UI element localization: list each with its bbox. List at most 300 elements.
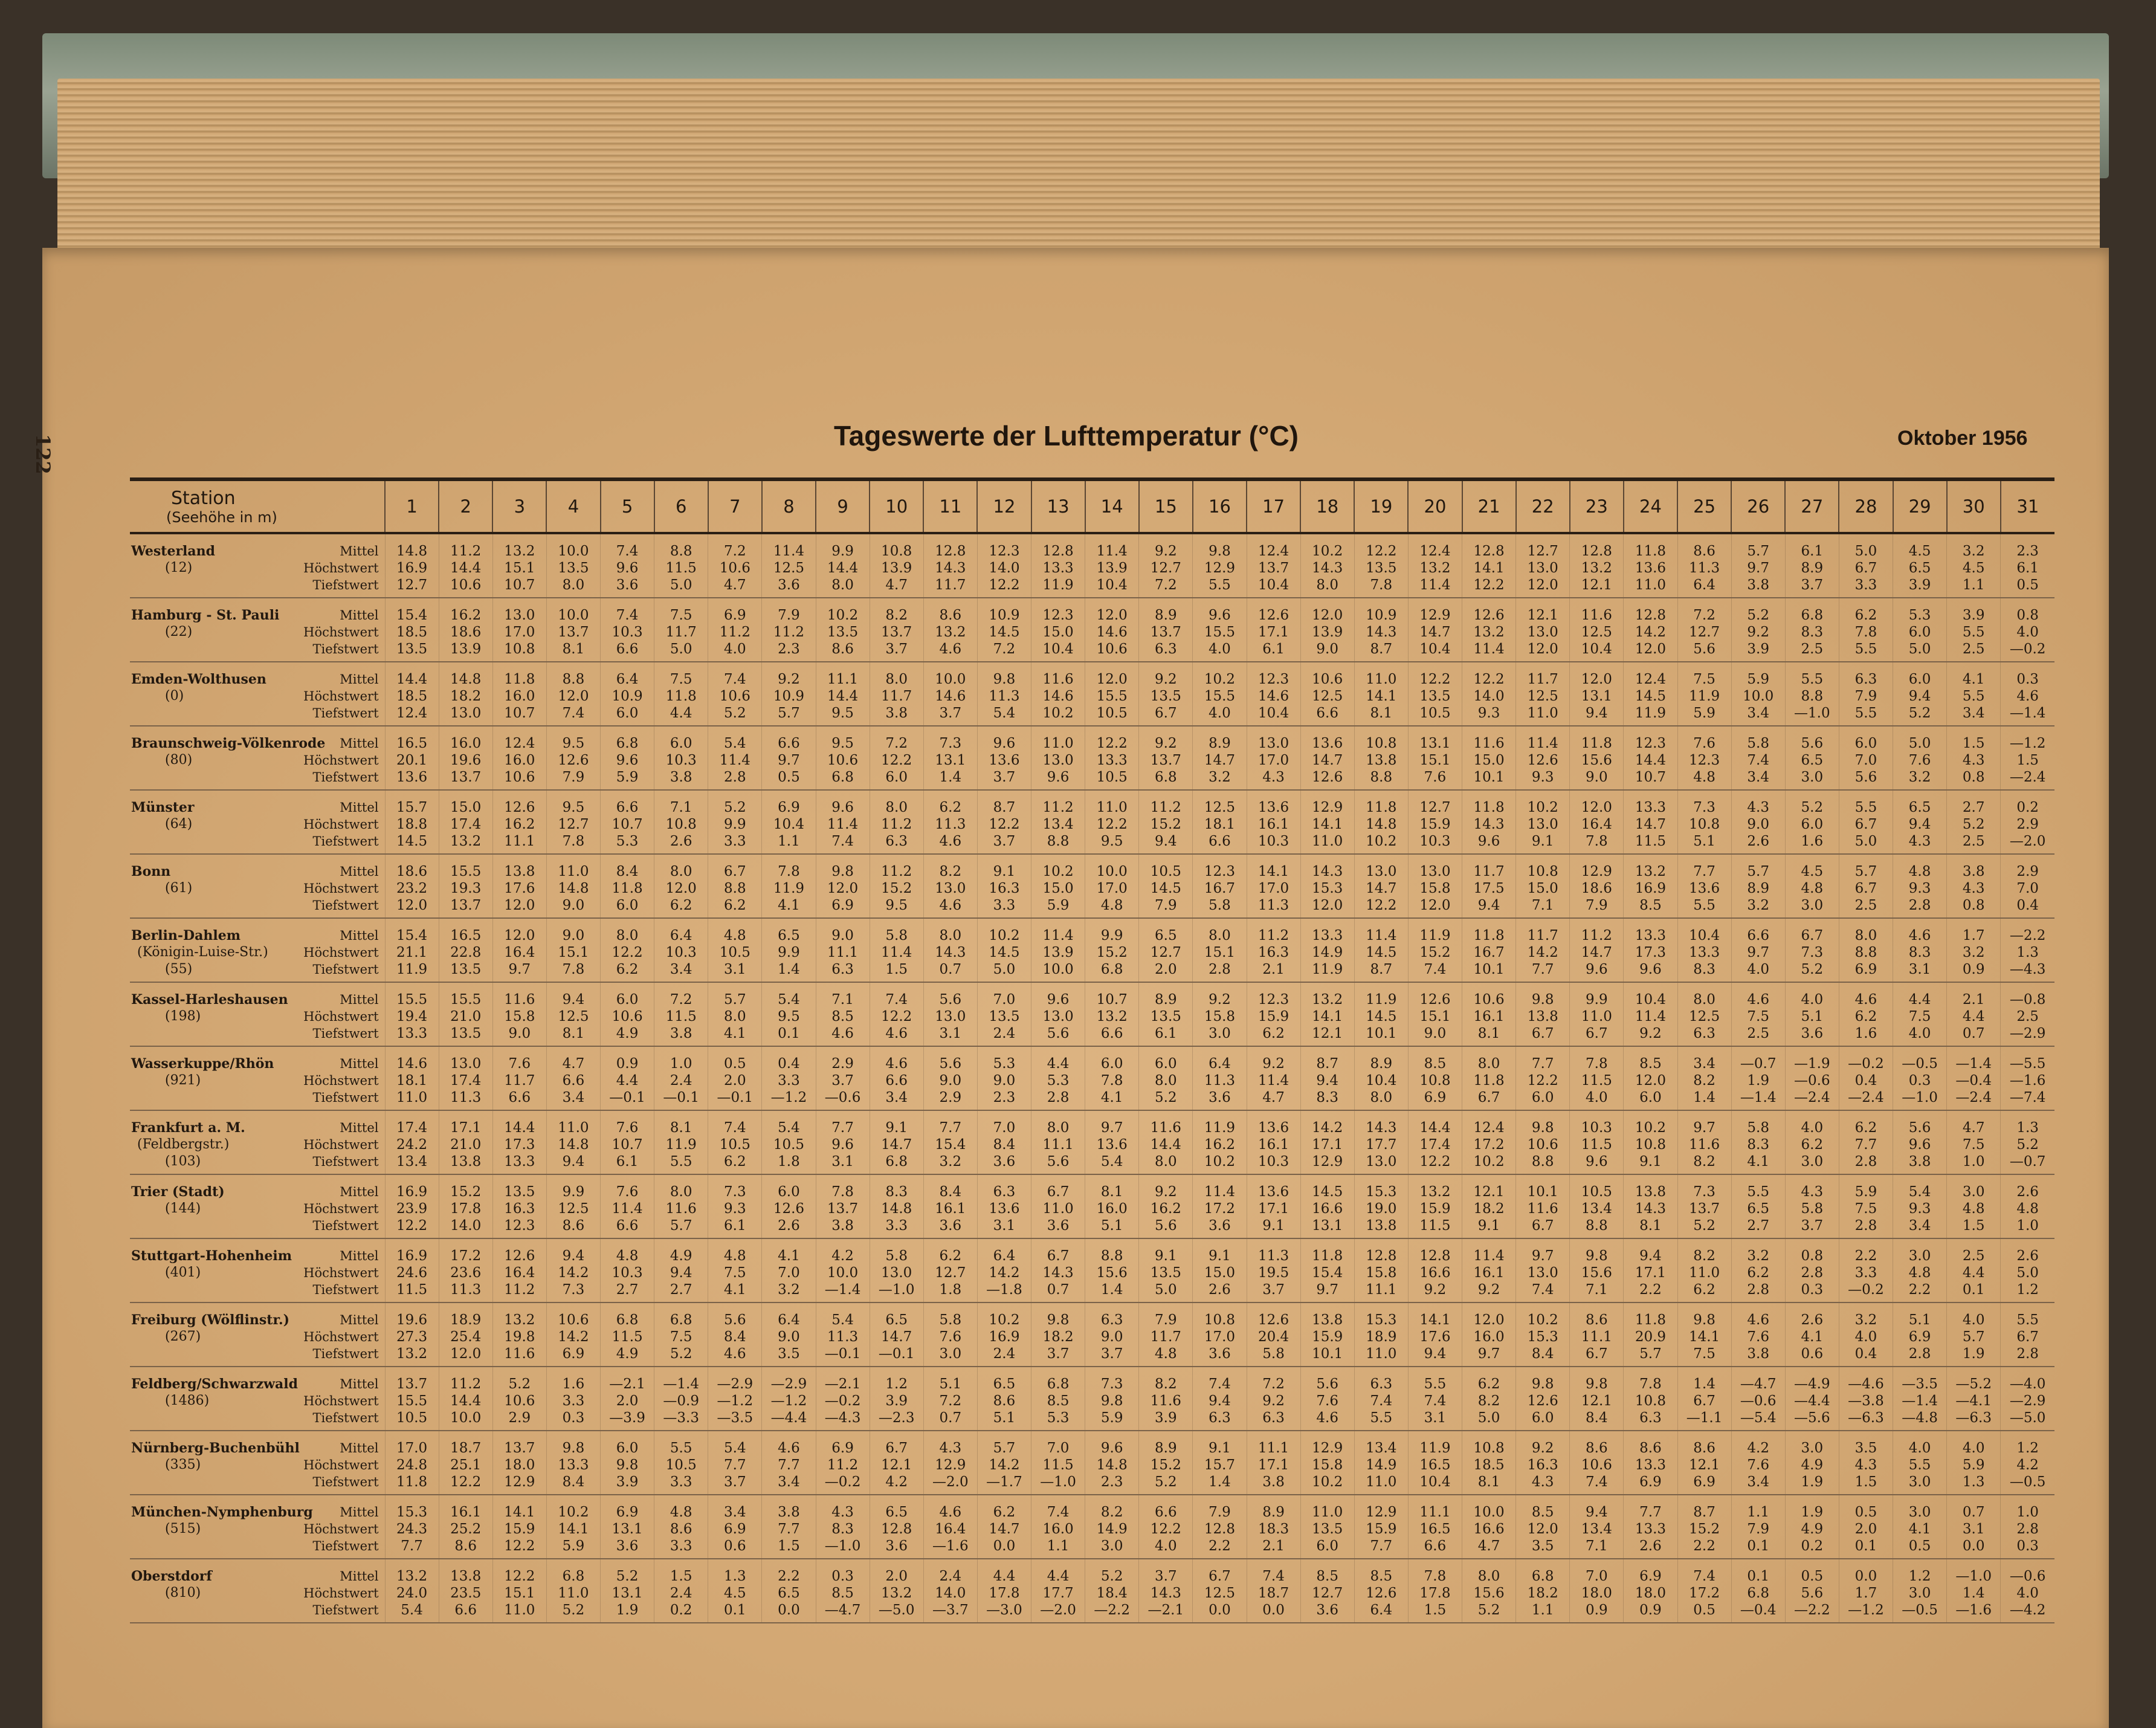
mittel-value: 13.3 <box>1312 928 1343 943</box>
mittel-value: 5.6 <box>939 992 962 1008</box>
mittel-value: 9.2 <box>1262 1056 1285 1072</box>
tiefst-value: 6.1 <box>616 1154 639 1170</box>
mittel-value: 8.0 <box>1047 1120 1070 1136</box>
hoechst-value: 12.2 <box>881 1009 912 1024</box>
day-values-cell <box>977 1046 1031 1110</box>
station-altitude: (401) <box>165 1265 201 1280</box>
hoechst-value: 15.2 <box>1150 817 1181 832</box>
hoechst-value: 12.2 <box>1150 1521 1181 1537</box>
mittel-value: 6.5 <box>1155 928 1177 943</box>
station-label: Station <box>171 487 236 509</box>
mittel-value: 12.4 <box>504 736 535 751</box>
tiefst-value: 4.6 <box>1316 1410 1338 1426</box>
day-header-19: 19 <box>1354 479 1408 533</box>
tiefst-value: 2.8 <box>1854 1218 1877 1234</box>
hoechst-value: 19.8 <box>504 1329 535 1345</box>
day-values-cell <box>439 1367 492 1431</box>
hoechst-value: 4.5 <box>724 1585 746 1601</box>
mittel-value: 0.8 <box>1801 1248 1824 1264</box>
tiefst-value: 4.8 <box>1693 769 1715 785</box>
day-values-cell <box>1354 1174 1408 1238</box>
hoechst-value: 2.0 <box>1854 1521 1877 1537</box>
mittel-value: 18.9 <box>450 1312 482 1328</box>
tiefst-value: 6.9 <box>1693 1474 1715 1490</box>
tiefst-value: 7.8 <box>562 962 585 977</box>
tiefst-value: 12.1 <box>1312 1026 1343 1041</box>
tiefst-value: 0.8 <box>1962 769 1985 785</box>
day-values-cell <box>1516 1302 1570 1367</box>
day-values-cell <box>1570 982 1624 1046</box>
mittel-value: 3.4 <box>1693 1056 1715 1072</box>
mittel-value: 9.2 <box>1531 1440 1554 1456</box>
tiefst-value: 5.2 <box>1477 1602 1500 1618</box>
day-values-cell <box>708 726 762 790</box>
hoechst-value: 7.7 <box>778 1521 800 1537</box>
hoechst-value: 8.3 <box>1747 1137 1769 1153</box>
hoechst-value: 9.5 <box>778 1009 800 1024</box>
day-values-cell <box>1247 1367 1300 1431</box>
mittel-value: 10.9 <box>1366 607 1397 623</box>
hoechst-value: 18.3 <box>1257 1521 1289 1537</box>
day-values-cell <box>1139 1046 1193 1110</box>
row-label: Tiefstwert <box>312 898 379 913</box>
mittel-value: 10.2 <box>1527 1312 1558 1328</box>
mittel-value: 8.2 <box>1693 1248 1715 1264</box>
hoechst-value: 13.5 <box>827 624 859 640</box>
hoechst-value: 11.3 <box>1688 560 1720 576</box>
station-name: Feldberg/Schwarzwald <box>131 1376 299 1392</box>
tiefst-value: 3.1 <box>939 1026 962 1041</box>
day-values-cell <box>816 1495 870 1559</box>
tiefst-value: 11.0 <box>396 1090 428 1105</box>
tiefst-value: 8.1 <box>562 1026 585 1041</box>
mittel-value: 13.3 <box>1635 928 1667 943</box>
tiefst-value: —0.2 <box>2009 641 2046 657</box>
mittel-value: —0.8 <box>2009 992 2046 1008</box>
hoechst-value: 15.6 <box>1581 1265 1612 1281</box>
tiefst-value: —0.1 <box>717 1090 754 1105</box>
tiefst-value: 1.3 <box>1962 1474 1985 1490</box>
tiefst-value: 3.6 <box>1209 1218 1231 1234</box>
tiefst-value: 3.8 <box>670 769 692 785</box>
day-values-cell <box>492 1238 546 1302</box>
mittel-value: 12.6 <box>1257 607 1289 623</box>
hoechst-value: 14.2 <box>1635 624 1667 640</box>
hoechst-value: 14.9 <box>1366 1457 1397 1473</box>
tiefst-value: —1.4 <box>824 1282 861 1298</box>
day-values-cell <box>385 1495 439 1559</box>
mittel-value: 11.6 <box>504 992 535 1008</box>
station-cell <box>130 533 257 598</box>
hoechst-value: 13.7 <box>1150 624 1181 640</box>
tiefst-value: 12.2 <box>1419 1154 1451 1170</box>
mittel-value: 9.4 <box>562 992 585 1008</box>
day-values-cell <box>546 790 600 854</box>
mittel-value: 4.6 <box>1908 928 1931 943</box>
hoechst-value: 11.6 <box>1150 1393 1181 1409</box>
tiefst-value: 3.7 <box>724 1474 746 1490</box>
row-label: Tiefstwert <box>312 1603 379 1617</box>
tiefst-value: 7.9 <box>1155 898 1177 913</box>
tiefst-value: 3.6 <box>993 1154 1016 1170</box>
tiefst-value: 3.9 <box>1155 1410 1177 1426</box>
hoechst-value: 11.3 <box>827 1329 859 1345</box>
temperature-table <box>130 477 2054 1623</box>
hoechst-value: 10.5 <box>719 1137 750 1153</box>
hoechst-value: 9.9 <box>778 945 800 960</box>
day-header-16: 16 <box>1193 479 1247 533</box>
hoechst-value: 7.5 <box>1854 1201 1877 1217</box>
tiefst-value: 4.2 <box>885 1474 908 1490</box>
day-values-cell <box>1516 662 1570 726</box>
tiefst-value: —1.4 <box>1740 1090 1777 1105</box>
row-label: Mittel <box>340 736 379 751</box>
hoechst-value: 14.2 <box>558 1329 589 1345</box>
day-values-cell <box>1947 1431 2001 1495</box>
tiefst-value: 0.5 <box>1693 1602 1715 1618</box>
hoechst-value: 13.3 <box>1635 1521 1667 1537</box>
tiefst-value: 7.4 <box>1424 962 1447 977</box>
station-cell <box>130 598 280 662</box>
mittel-value: 3.0 <box>1801 1440 1824 1456</box>
day-header-8: 8 <box>762 479 816 533</box>
tiefst-value: 13.8 <box>450 1154 482 1170</box>
day-values-cell <box>923 1367 977 1431</box>
day-values-cell <box>439 598 492 662</box>
hoechst-value: 13.6 <box>1688 881 1720 896</box>
tiefst-value: 9.4 <box>1155 833 1177 849</box>
day-values-cell <box>1516 1046 1570 1110</box>
mittel-value: 6.8 <box>616 736 639 751</box>
hoechst-value: 12.9 <box>1204 560 1236 576</box>
station-row <box>130 662 2054 726</box>
day-values-cell <box>2001 1302 2054 1367</box>
day-values-cell <box>654 1367 708 1431</box>
hoechst-value: 5.1 <box>1801 1009 1824 1024</box>
tiefst-value: 2.9 <box>939 1090 962 1105</box>
day-values-cell <box>1839 1302 1893 1367</box>
tiefst-value: —3.0 <box>986 1602 1022 1618</box>
mittel-value: 9.9 <box>1100 928 1123 943</box>
mittel-value: 10.8 <box>1473 1440 1505 1456</box>
day-values-cell <box>1193 1046 1247 1110</box>
day-values-cell <box>546 533 600 598</box>
hoechst-value: 17.0 <box>1257 752 1289 768</box>
mittel-value: 4.3 <box>939 1440 962 1456</box>
hoechst-value: 13.0 <box>1527 1265 1558 1281</box>
day-values-cell <box>1139 662 1193 726</box>
hoechst-value: 16.7 <box>1204 881 1236 896</box>
mittel-value: 8.9 <box>1262 1504 1285 1520</box>
hoechst-value: 18.9 <box>1366 1329 1397 1345</box>
mittel-value: 4.0 <box>1962 1312 1985 1328</box>
hoechst-value: 11.1 <box>827 945 859 960</box>
tiefst-value: 2.9 <box>508 1410 531 1426</box>
mittel-value: 6.9 <box>831 1440 854 1456</box>
tiefst-value: 3.7 <box>993 769 1016 785</box>
hoechst-value: 7.9 <box>1747 1521 1769 1537</box>
day-values-cell <box>546 1367 600 1431</box>
tiefst-value: 12.0 <box>1527 577 1558 593</box>
tiefst-value: 8.0 <box>562 577 585 593</box>
hoechst-value: 17.0 <box>1257 881 1289 896</box>
tiefst-value: 6.6 <box>1209 833 1231 849</box>
tiefst-value: 6.0 <box>1639 1090 1662 1105</box>
tiefst-value: 9.0 <box>1586 769 1608 785</box>
day-values-cell <box>1354 1559 1408 1623</box>
mittel-value: 0.5 <box>724 1056 746 1072</box>
tiefst-value: 3.3 <box>885 1218 908 1234</box>
mittel-value: 11.9 <box>1204 1120 1236 1136</box>
day-values-cell <box>1031 533 1085 598</box>
tiefst-value: 3.7 <box>1262 1282 1285 1298</box>
mittel-value: 8.1 <box>670 1120 692 1136</box>
hoechst-value: 12.5 <box>1312 688 1343 704</box>
day-values-cell <box>977 854 1031 918</box>
mittel-value: 4.6 <box>885 1056 908 1072</box>
mittel-value: 7.7 <box>1531 1056 1554 1072</box>
day-values-cell <box>1947 598 2001 662</box>
station-altitude: (61) <box>165 881 193 896</box>
day-values-cell <box>977 1495 1031 1559</box>
hoechst-value: 11.9 <box>773 881 805 896</box>
mittel-value: 8.7 <box>993 800 1016 815</box>
tiefst-value: 5.4 <box>401 1602 423 1618</box>
hoechst-value: 8.5 <box>1047 1393 1070 1409</box>
tiefst-value: 8.7 <box>1370 962 1393 977</box>
day-values-cell <box>601 1110 654 1174</box>
tiefst-value: 5.2 <box>1693 1218 1715 1234</box>
day-values-cell <box>1085 1238 1139 1302</box>
day-values-cell <box>1893 1559 1947 1623</box>
mittel-value: 7.3 <box>1693 800 1715 815</box>
tiefst-value: —4.2 <box>2009 1602 2046 1618</box>
hoechst-value: 4.0 <box>2016 1585 2039 1601</box>
row-label: Mittel <box>340 672 379 687</box>
mittel-value: 11.8 <box>1581 736 1612 751</box>
hoechst-value: 13.8 <box>1527 1009 1558 1024</box>
mittel-value: 10.2 <box>989 928 1020 943</box>
tiefst-value: 0.7 <box>1047 1282 1070 1298</box>
day-values-cell <box>1462 918 1516 982</box>
mittel-value: 7.8 <box>1424 1568 1447 1584</box>
mittel-value: 6.6 <box>778 736 800 751</box>
mittel-value: 13.8 <box>1635 1184 1667 1200</box>
hoechst-value: 9.9 <box>724 817 746 832</box>
mittel-value: 10.2 <box>827 607 859 623</box>
day-values-cell <box>708 854 762 918</box>
tiefst-value: 4.6 <box>831 1026 854 1041</box>
tiefst-value: 12.0 <box>450 1346 482 1362</box>
tiefst-value: 3.2 <box>778 1282 800 1298</box>
tiefst-value: —2.2 <box>1794 1602 1830 1618</box>
tiefst-value: 2.6 <box>1209 1282 1231 1298</box>
mittel-value: 13.6 <box>1257 1184 1289 1200</box>
hoechst-value: 18.0 <box>1635 1585 1667 1601</box>
day-values-cell <box>1300 598 1354 662</box>
day-values-cell <box>1247 1238 1300 1302</box>
day-values-cell <box>1947 1046 2001 1110</box>
hoechst-value: 12.5 <box>1688 1009 1720 1024</box>
day-values-cell <box>1893 1110 1947 1174</box>
tiefst-value: —2.0 <box>2009 833 2046 849</box>
day-values-cell <box>385 982 439 1046</box>
hoechst-value: 13.2 <box>1581 560 1612 576</box>
hoechst-value: 16.1 <box>1257 1137 1289 1153</box>
day-values-cell <box>601 1046 654 1110</box>
hoechst-value: 8.8 <box>1801 688 1824 704</box>
day-values-cell <box>1193 1431 1247 1495</box>
station-row <box>130 1046 2054 1110</box>
hoechst-value: 25.2 <box>450 1521 482 1537</box>
tiefst-value: 12.3 <box>504 1218 535 1234</box>
tiefst-value: 1.4 <box>1693 1090 1715 1105</box>
day-values-cell <box>870 1174 923 1238</box>
day-values-cell <box>870 662 923 726</box>
day-values-cell <box>546 918 600 982</box>
tiefst-value: 5.8 <box>1262 1346 1285 1362</box>
tiefst-value: 6.8 <box>1155 769 1177 785</box>
tiefst-value: 3.7 <box>1801 577 1824 593</box>
tiefst-value: 9.2 <box>1477 1282 1500 1298</box>
hoechst-value: 16.2 <box>1150 1201 1181 1217</box>
station-name: Oberstdorf <box>131 1568 212 1584</box>
hoechst-value: 17.1 <box>1257 1201 1289 1217</box>
day-values-cell <box>385 1431 439 1495</box>
day-values-cell <box>601 1174 654 1238</box>
tiefst-value: 7.2 <box>1155 577 1177 593</box>
hoechst-value: 15.5 <box>1096 688 1128 704</box>
hoechst-value: 15.5 <box>1204 624 1236 640</box>
hoechst-value: 12.2 <box>1527 1073 1558 1089</box>
tiefst-value: 10.3 <box>1257 833 1289 849</box>
mittel-value: —2.9 <box>770 1376 807 1392</box>
day-values-cell <box>1193 598 1247 662</box>
day-values-cell <box>1462 1110 1516 1174</box>
tiefst-value: 0.0 <box>1262 1602 1285 1618</box>
day-values-cell <box>439 1046 492 1110</box>
mittel-value: 9.6 <box>1209 607 1231 623</box>
hoechst-value: —4.1 <box>1955 1393 1992 1409</box>
station-row <box>130 1495 2054 1559</box>
tiefst-value: 5.0 <box>670 577 692 593</box>
hoechst-value: 18.8 <box>396 817 428 832</box>
mittel-value: 5.0 <box>1854 543 1877 559</box>
day-values-cell <box>1893 662 1947 726</box>
day-values-cell <box>601 854 654 918</box>
tiefst-value: 6.9 <box>1639 1474 1662 1490</box>
day-values-cell <box>1408 662 1462 726</box>
day-values-cell <box>1570 1431 1624 1495</box>
hoechst-value: 16.5 <box>1419 1457 1451 1473</box>
mittel-value: 15.5 <box>450 864 482 879</box>
mittel-value: 6.7 <box>885 1440 908 1456</box>
tiefst-value: 2.2 <box>1693 1538 1715 1554</box>
day-values-cell <box>654 533 708 598</box>
mittel-value: 4.7 <box>562 1056 585 1072</box>
day-values-cell <box>385 598 439 662</box>
day-values-cell <box>1139 1495 1193 1559</box>
tiefst-value: 9.3 <box>1531 769 1554 785</box>
tiefst-value: 6.8 <box>831 769 854 785</box>
hoechst-value: 13.9 <box>881 560 912 576</box>
day-values-cell <box>1839 1431 1893 1495</box>
row-labels <box>257 1110 385 1174</box>
tiefst-value: 11.5 <box>396 1282 428 1298</box>
hoechst-value: 9.2 <box>1262 1393 1285 1409</box>
row-label: Höchstwert <box>303 1073 379 1088</box>
mittel-value: 0.9 <box>616 1056 639 1072</box>
day-values-cell <box>870 1110 923 1174</box>
hoechst-value: 12.7 <box>1312 1585 1343 1601</box>
mittel-value: 6.0 <box>1100 1056 1123 1072</box>
day-values-cell <box>492 1174 546 1238</box>
mittel-value: 8.0 <box>670 1184 692 1200</box>
tiefst-value: 12.2 <box>1366 898 1397 913</box>
day-values-cell <box>1408 1174 1462 1238</box>
mittel-value: 11.0 <box>1096 800 1128 815</box>
day-values-cell <box>654 1046 708 1110</box>
day-header-23: 23 <box>1570 479 1624 533</box>
mittel-value: 9.8 <box>1586 1376 1608 1392</box>
tiefst-value: 8.0 <box>1316 577 1338 593</box>
day-values-cell <box>654 854 708 918</box>
tiefst-value: 10.6 <box>504 769 535 785</box>
day-header-28: 28 <box>1839 479 1893 533</box>
hoechst-value: 7.0 <box>1854 752 1877 768</box>
day-header-6: 6 <box>654 479 708 533</box>
day-values-cell <box>1193 1110 1247 1174</box>
hoechst-value: 13.1 <box>612 1585 643 1601</box>
mittel-value: 6.4 <box>1209 1056 1231 1072</box>
hoechst-value: 10.5 <box>665 1457 697 1473</box>
tiefst-value: 5.5 <box>1370 1410 1393 1426</box>
month-label: Oktober 1956 <box>1897 427 2028 450</box>
hoechst-value: 19.5 <box>1257 1265 1289 1281</box>
mittel-value: 4.2 <box>831 1248 854 1264</box>
hoechst-value: 18.2 <box>1473 1201 1505 1217</box>
row-label: Höchstwert <box>303 561 379 575</box>
day-values-cell <box>1677 918 1731 982</box>
hoechst-value: 23.2 <box>396 881 428 896</box>
tiefst-value: 4.9 <box>616 1026 639 1041</box>
day-values-cell <box>1247 918 1300 982</box>
mittel-value: 10.2 <box>558 1504 589 1520</box>
hoechst-value: 17.2 <box>1473 1137 1505 1153</box>
hoechst-value: 2.8 <box>2016 1521 2039 1537</box>
day-values-cell <box>870 598 923 662</box>
tiefst-value: 10.7 <box>504 705 535 721</box>
day-values-cell <box>1731 533 1785 598</box>
tiefst-value: 10.0 <box>450 1410 482 1426</box>
day-values-cell <box>601 982 654 1046</box>
tiefst-value: 8.1 <box>1639 1218 1662 1234</box>
tiefst-value: 13.7 <box>450 769 482 785</box>
row-label: Tiefstwert <box>312 1154 379 1169</box>
tiefst-value: 6.8 <box>1100 962 1123 977</box>
mittel-value: 2.9 <box>2016 864 2039 879</box>
mittel-value: 4.7 <box>1962 1120 1985 1136</box>
mittel-value: 14.4 <box>1419 1120 1451 1136</box>
day-values-cell <box>923 1495 977 1559</box>
day-values-cell <box>1677 662 1731 726</box>
day-values-cell <box>1354 1431 1408 1495</box>
tiefst-value: 0.0 <box>1209 1602 1231 1618</box>
day-header-18: 18 <box>1300 479 1354 533</box>
day-values-cell <box>1677 533 1731 598</box>
tiefst-value: 9.5 <box>831 705 854 721</box>
day-values-cell <box>1031 854 1085 918</box>
